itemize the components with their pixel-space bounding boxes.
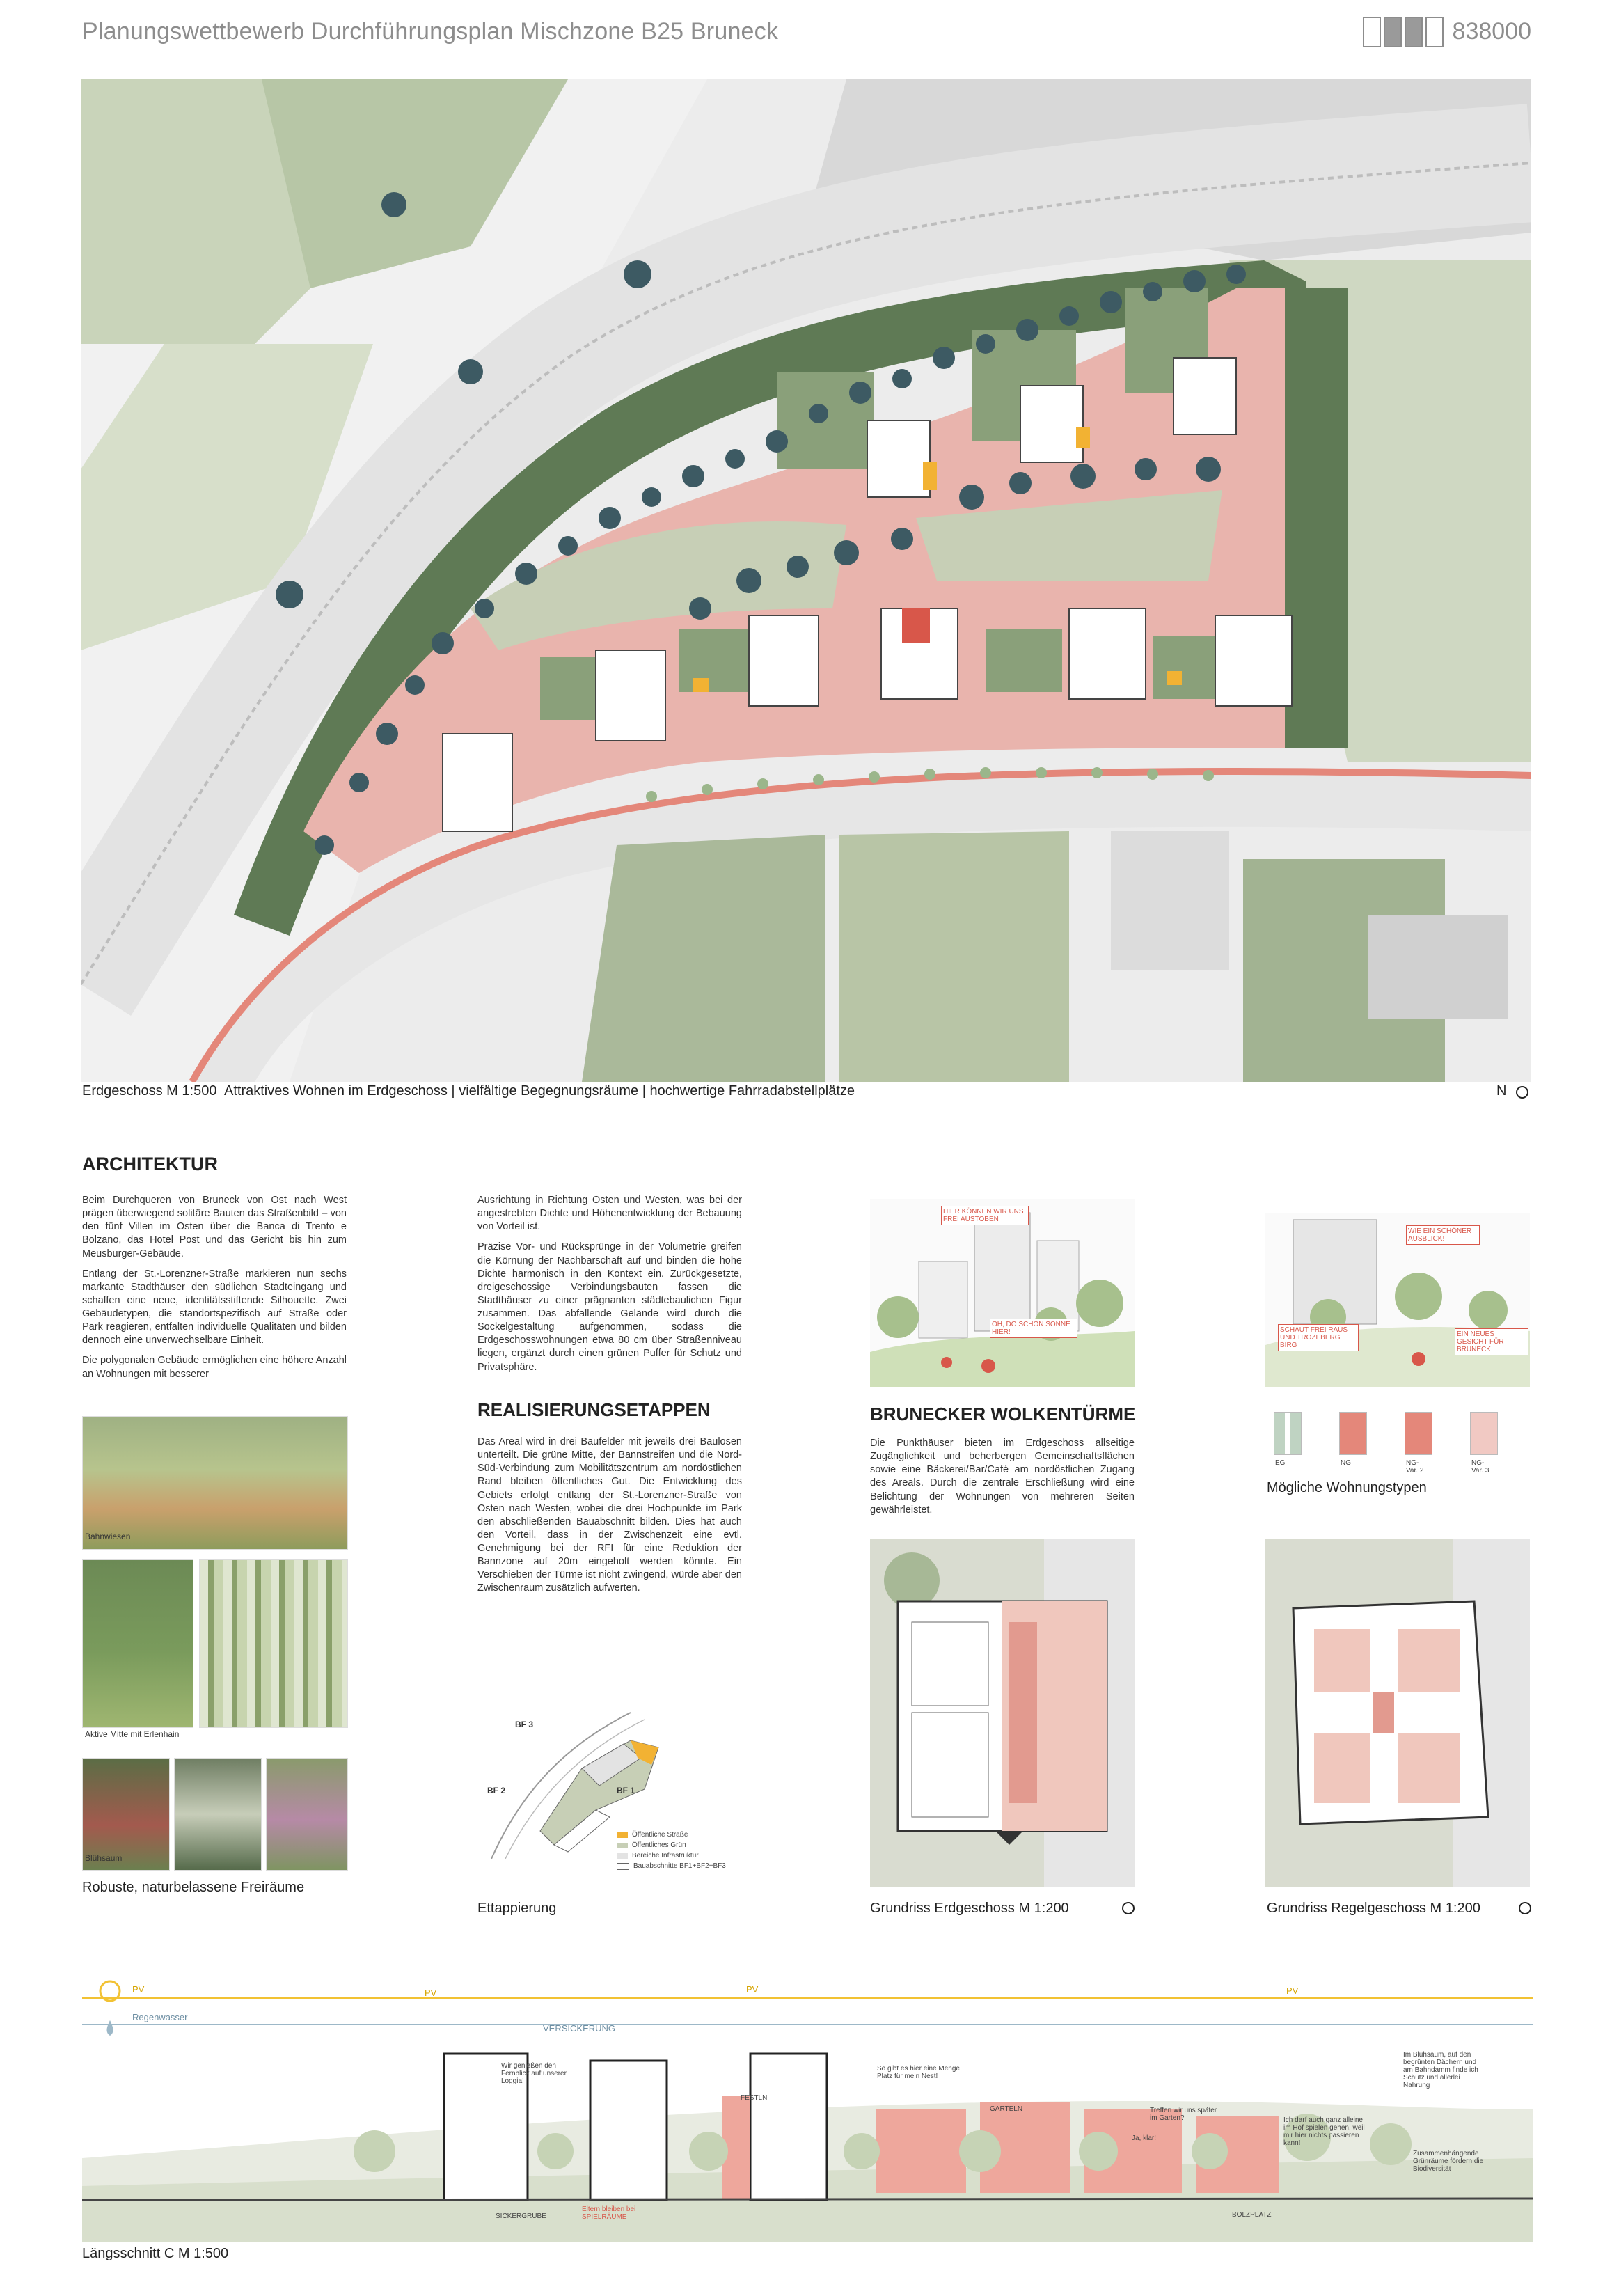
speech-bubble: OH, DO SCHON SONNE HIER! [990,1319,1077,1338]
legend-item: Bereiche Infrastruktur [632,1852,699,1859]
photo-bluehsaum-c [266,1758,348,1871]
photo-caption-bluehsaum: Blühsaum [85,1853,123,1863]
speech-bubble: HIER KÖNNEN WIR UNS FREI AUSTOBEN [941,1206,1029,1225]
freiraeume-caption: Robuste, naturbelassene Freiräume [82,1880,305,1895]
realisierung-title: REALISIERUNGSETAPPEN [477,1399,711,1420]
unit-type-label: NG-Var. 2 [1406,1459,1424,1475]
section-note: Ja, klar! [1132,2134,1157,2142]
section-label: BOLZPLATZ [1232,2211,1272,2219]
architektur-title: ARCHITEKTUR [82,1154,218,1174]
section-note: Treffen wir uns später im Garten? [1150,2107,1217,2122]
legend-item: Bauabschnitte BF1+BF2+BF3 [633,1862,726,1870]
entry-code: 838000 [1452,18,1531,45]
sketch-1 [870,1199,1135,1387]
pv-label: PV [425,1988,437,1998]
architektur-paragraph: Beim Durchqueren von Bruneck von Ost nach West prägen überwiegend solitäre Bauten das Straßenbild – von den fünf Villen im Osten über die Banca di Trento e Bolzano, das Hotel Post und das Gericht bis hin zum Meusburger-Gebäude. [82,1195,347,1259]
speech-bubble: SCHAUT FREI RAUS UND TROZEBERG BIRG [1278,1324,1359,1351]
etappierung-caption: Ettappierung [477,1901,557,1916]
page-title: Planungswettbewerb Durchführungsplan Mischzone B25 Bruneck [82,18,779,45]
section-note: Ich darf auch ganz alleine im Hof spielen gehen, weil mir hier nichts passieren kann! [1283,2116,1365,2147]
speech-bubble: EIN NEUES GESICHT FÜR BRUNECK [1455,1328,1528,1355]
floorplan-eg-caption: Grundriss Erdgeschoss M 1:200 [870,1901,1069,1916]
photo-bluehsaum-b [174,1758,262,1871]
etappierung-legend [617,1831,726,1870]
photo-erlenhain-a [82,1559,193,1728]
site-plan [81,79,1531,1082]
architektur-paragraph: Die polygonalen Gebäude ermöglichen eine höhere Anzahl an Wohnungen mit besserer [82,1355,347,1380]
north-arrow-icon [1122,1902,1135,1914]
unit-type-ng [1339,1412,1367,1455]
pv-label: PV [132,1984,145,1995]
pv-label: PV [1286,1986,1299,1996]
bf2-label: BF 2 [487,1786,506,1795]
section-note: FESTLN [741,2094,768,2102]
architektur-text-col2 [477,1194,742,1381]
pv-label: PV [746,1984,759,1995]
section-label: SICKERGRUBE [496,2212,546,2220]
unit-type-label: NG-Var. 3 [1471,1459,1489,1475]
north-arrow-icon [1519,1902,1531,1914]
north-label: N [1496,1083,1507,1099]
section-note: GARTELN [990,2105,1023,2113]
floorplan-eg [870,1539,1135,1887]
sketch-2 [1265,1213,1530,1387]
sheet-indicator-icon [1363,17,1444,47]
architektur-text-col1 [82,1194,347,1388]
section-note: Wir genießen den Fernblick auf unserer Loggia! [501,2062,567,2085]
siteplan-caption-text: Attraktives Wohnen im Erdgeschoss | vielfältige Begegnungsräume | hochwertige Fahrradabstellplätze [224,1083,855,1099]
speech-bubble: WIE EIN SCHÖNER AUSBLICK! [1406,1225,1480,1245]
section-caption: Längsschnitt C M 1:500 [82,2246,229,2261]
site-plan-drawing [81,79,1531,1082]
architektur-paragraph: Ausrichtung in Richtung Osten und Westen, was bei der angestrebten Dichte und Höhenentwicklung der Bebauung von Vorteil ist. [477,1195,742,1233]
unit-type-eg [1274,1412,1302,1455]
floorplan-rg-caption: Grundriss Regelgeschoss M 1:200 [1267,1901,1480,1916]
longitudinal-section [82,1977,1533,2242]
types-caption: Mögliche Wohnungstypen [1267,1480,1427,1495]
legend-item: Öffentliche Straße [632,1831,688,1839]
rainwater-label: Regenwasser [132,2012,188,2022]
unit-type-ng-var2 [1405,1412,1432,1455]
bf1-label: BF 1 [617,1786,635,1795]
photo-caption-bahnwiesen: Bahnwiesen [85,1532,131,1541]
legend-item: Öffentliches Grün [632,1841,686,1849]
unit-type-label: NG [1341,1459,1351,1467]
photo-bahnwiesen [82,1416,348,1550]
section-note: Im Blühsaum, auf den begrünten Dächern und am Bahndamm finde ich Schutz und allerlei Nahrung [1403,2051,1478,2089]
bf3-label: BF 3 [515,1720,534,1729]
architektur-paragraph: Präzise Vor- und Rücksprünge in der Volumetrie greifen die Körnung der Nachbarschaft auf und binden die hohe Dichte harmonisch in den Kontext ein. Zurückgesetzte, dreigeschossige Verbindungsbauten fassen die Stadthäuser zu einer prägnanten städtebaulichen Figur zusammen. Das abfallende Gelände wird durch die Sockelgestaltung aufgenommen, sodass die Erdgeschosswohnungen etwa 80 cm über Straßenniveau liegen, ergänzt durch einen grünen Puffer für Schutz und Privatsphäre. [477,1241,742,1373]
floorplan-rg [1265,1539,1530,1887]
unit-types [1274,1412,1498,1455]
wolkentuerme-title: BRUNECKER WOLKENTÜRME [870,1403,1136,1424]
photo-caption-erlenhain: Aktive Mitte mit Erlenhain [85,1729,180,1739]
photo-erlenhain-b [199,1559,348,1728]
unit-type-ng-var3 [1470,1412,1498,1455]
section-label: Eltern bleiben bei SPIELRÄUME [582,2205,636,2221]
wolkentuerme-text: Die Punkthäuser bieten im Erdgeschoss allseitige Zugänglichkeit und beherbergen Gemeinschaftsflächen sowie eine Bäckerei/Bar/Café am nordöstlichen Zugang des Areals. Durch die zentrale Erschließung wird eine Belichtung der Wohnungen von mehreren Seiten gewährleistet. [870,1438,1135,1516]
realisierung-text: Das Areal wird in drei Baufelder mit jeweils drei Baulosen unterteilt. Die grüne Mitte, der Bannstreifen und die Nord-Süd-Verbindung zum Mobilitätszentrum am nordöstlichen Rand bleiben öffentliches Gut. Die Entwicklung des Gebiets erfolgt entlang der St.-Lorenzner-Straße von Osten nach Westen, wobei die drei Hochpunkte im Park den abschließenden Bauabschnitt bilden. Dies hat auch den Vorteil, dass in der Zwischenzeit eine evtl. Genehmigung bei der RFI für eine Reduktion der Bannzone auf 20m eingeholt werden könnte. Ein Verschieben der Türme ist nicht zwingend, würde aber den Zwischenraum zusätzlich aufwerten. [477,1436,742,1594]
infiltration-label: VERSICKERUNG [543,2023,616,2034]
unit-type-labels [1275,1459,1495,1475]
unit-type-label: EG [1275,1459,1286,1467]
architektur-paragraph: Entlang der St.-Lorenzner-Straße markieren nun sechs markante Stadthäuser den südlichen Stadteingang und schaffen eine neue, identitätsstiftende Silhouette. Zwei Gebäudetypen, die standortspezifisch auf Straße oder Park reagieren, entfalten individuelle Qualitäten und bilden dennoch eine unverwechselbare Einheit. [82,1268,347,1346]
siteplan-caption-scale: Erdgeschoss M 1:500 [82,1083,217,1099]
section-note: So gibt es hier eine Menge Platz für mein Nest! [877,2065,960,2080]
section-note: Zusammenhängende Grünräume fördern die Biodiversität [1413,2150,1484,2173]
north-arrow-icon [1516,1086,1528,1099]
